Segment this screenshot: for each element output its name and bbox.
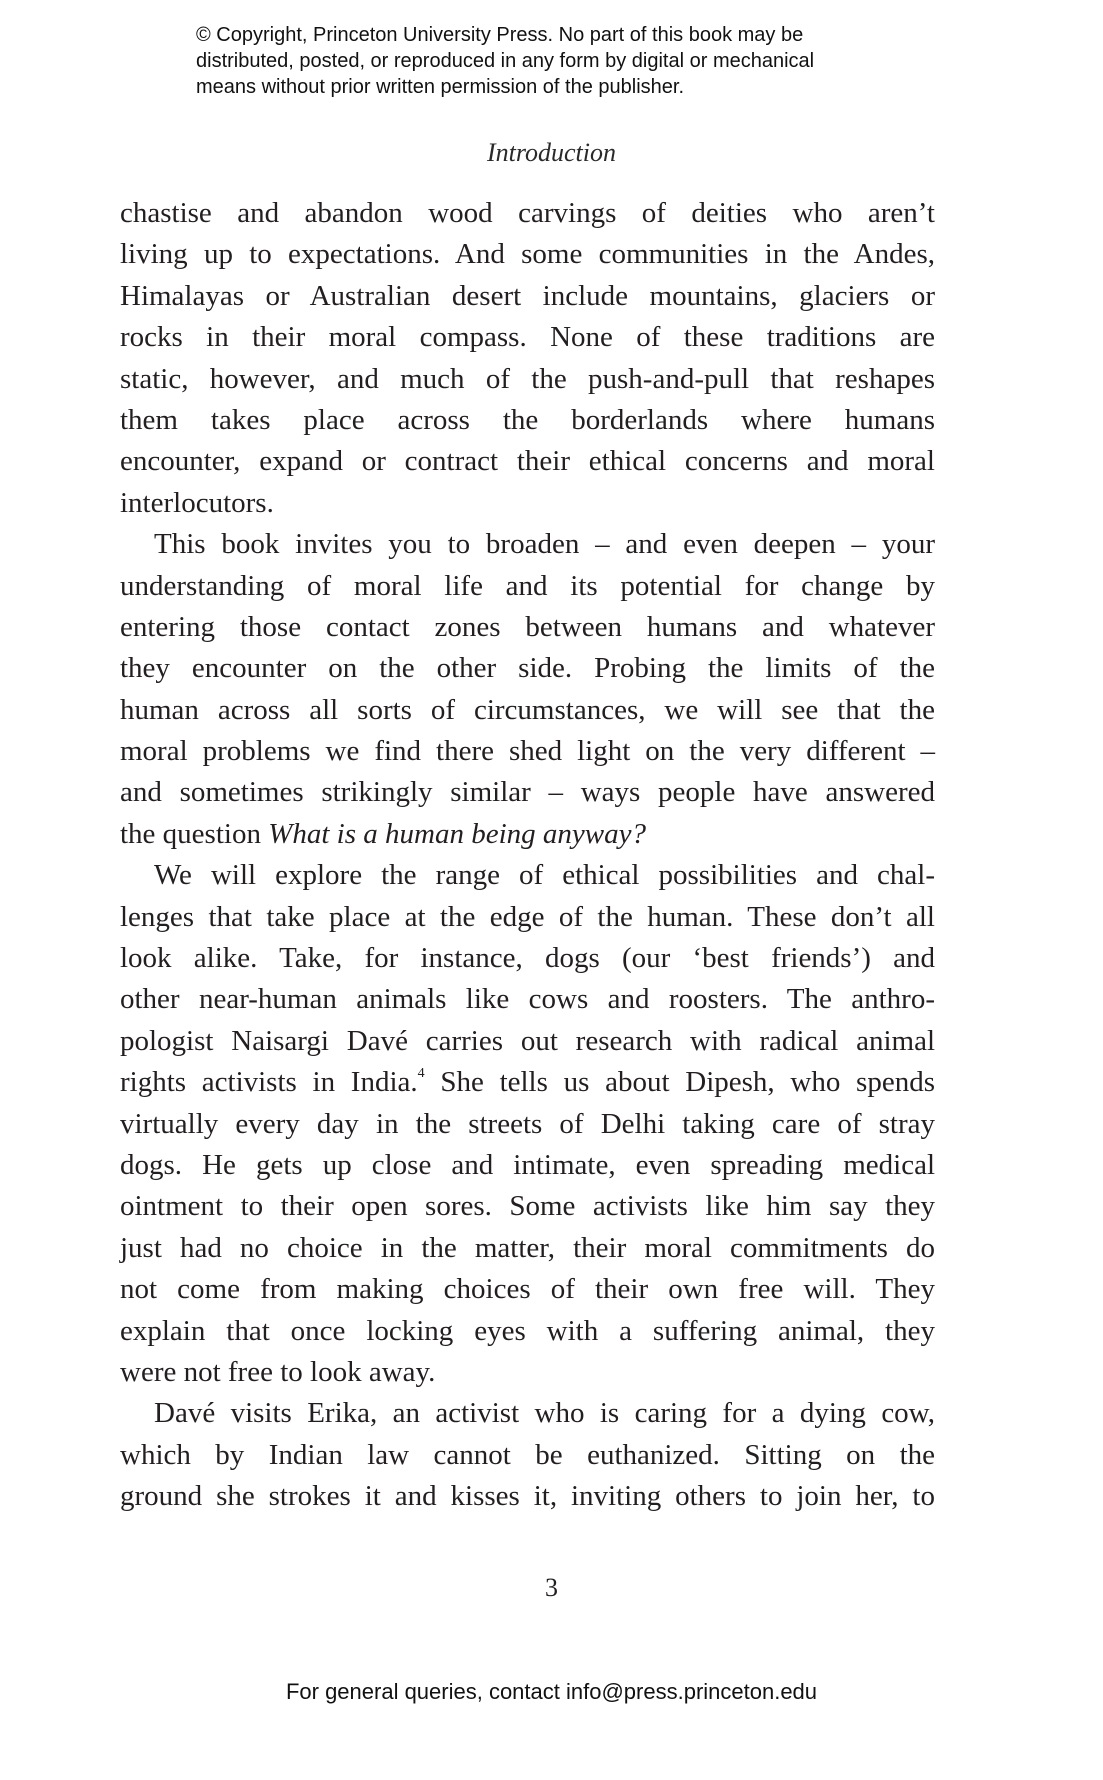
text-line: interlocutors. — [120, 486, 274, 519]
text-line: not come from making choices of their own free will. They — [120, 1273, 935, 1306]
paragraph-first-line: We will explore the range of ethical possibilities and chal- — [154, 859, 935, 892]
text-line: look alike. Take, for instance, dogs (our ‘best friends’) and — [120, 942, 935, 975]
text-line: explain that once locking eyes with a suffering animal, they — [120, 1314, 935, 1347]
text-run: the question — [120, 817, 269, 850]
copyright-line: distributed, posted, or reproduced in any form by digital or mechanical — [196, 50, 815, 72]
text-line: understanding of moral life and its potential for change by — [120, 569, 935, 602]
text-line: living up to expectations. And some communities in the Andes, — [120, 238, 935, 271]
text-line — [120, 814, 935, 855]
text-line: were not free to look away. — [120, 1355, 436, 1388]
text-line: dogs. He gets up close and intimate, even spreading medical — [120, 1148, 935, 1181]
text-line: lenges that take place at the edge of the human. These don’t all — [120, 900, 935, 933]
text-line — [120, 1062, 935, 1103]
text-run: She tells us about Dipesh, who spends — [424, 1066, 935, 1099]
text-line: chastise and abandon wood carvings of deities who aren’t — [120, 197, 935, 229]
text-line: Himalayas or Australian desert include mountains, glaciers or — [120, 279, 935, 312]
text-line: virtually every day in the streets of Delhi taking care of stray — [120, 1107, 935, 1140]
italic-question: What is a human being anyway? — [268, 817, 646, 850]
paragraph-first-line: This book invites you to broaden – and even deepen – your — [154, 528, 935, 561]
text-line: ointment to their open sores. Some activists like him say they — [120, 1190, 935, 1223]
running-head: Introduction — [486, 138, 617, 167]
text-line: moral problems we find there shed light on the very different – — [120, 735, 935, 768]
copyright-notice — [196, 22, 956, 100]
footnote-reference[interactable]: 4 — [417, 1066, 425, 1082]
text-line: them takes place across the borderlands where humans — [120, 403, 935, 436]
text-line: ground she strokes it and kisses it, inviting others to join her, to — [120, 1480, 935, 1513]
text-run: rights activists in India. — [120, 1066, 418, 1099]
text-line: they encounter on the other side. Probing the limits of the — [120, 652, 935, 685]
text-line: entering those contact zones between humans and whatever — [120, 610, 935, 643]
body-text — [120, 193, 935, 1518]
copyright-line: means without prior written permission of the publisher. — [196, 76, 685, 98]
text-line: static, however, and much of the push-and-pull that reshapes — [120, 362, 935, 395]
text-line: pologist Naisargi Davé carries out research with radical animal — [120, 1024, 935, 1057]
copyright-line: © Copyright, Princeton University Press. No part of this book may be — [196, 24, 804, 46]
text-line: just had no choice in the matter, their moral commitments do — [120, 1231, 935, 1264]
text-line: rocks in their moral compass. None of these traditions are — [120, 321, 935, 354]
paragraph-first-line: Davé visits Erika, an activist who is caring for a dying cow, — [154, 1397, 935, 1430]
text-line: encounter, expand or contract their ethical concerns and moral — [120, 445, 935, 478]
contact-footer: For general queries, contact info@press.princeton.edu — [285, 1679, 818, 1704]
text-line: other near-human animals like cows and roosters. The anthro- — [120, 983, 935, 1016]
text-line: human across all sorts of circumstances, we will see that the — [120, 693, 935, 726]
text-line: and sometimes strikingly similar – ways people have answered — [120, 776, 935, 809]
page-number: 3 — [545, 1573, 558, 1602]
text-line: which by Indian law cannot be euthanized. Sitting on the — [120, 1438, 935, 1471]
